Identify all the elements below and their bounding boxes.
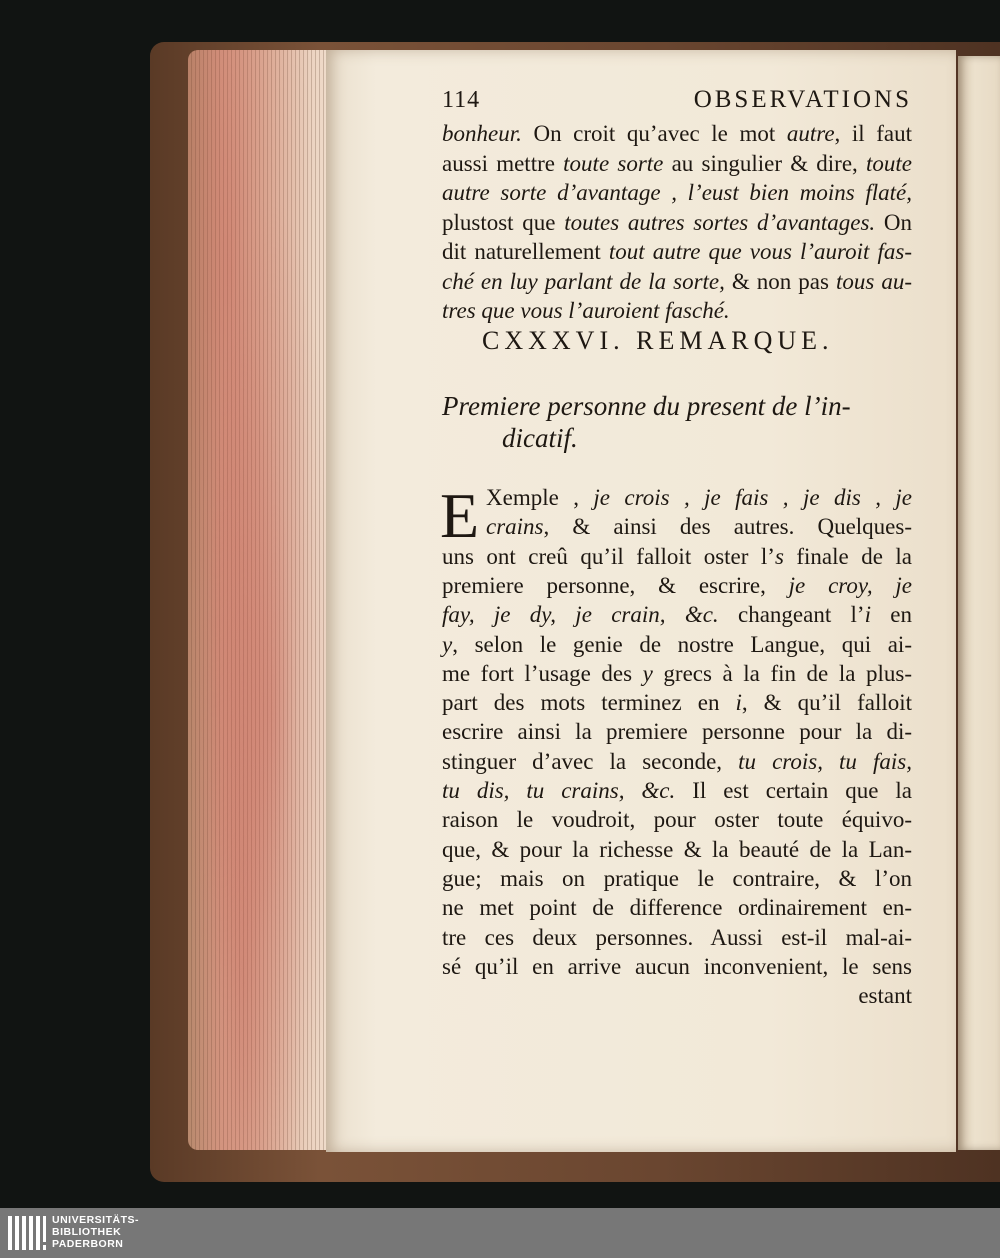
roman-run: , & qu’il falloit [741,690,913,716]
text-line [486,484,912,512]
text-line [442,689,912,717]
text-line [442,209,912,237]
italic-run: crains [486,514,544,540]
text-line [442,179,912,207]
drop-cap: E [440,480,480,551]
roman-run: stinguer d’avec la seconde, [442,748,739,774]
text-line [442,836,912,864]
roman-run: raison le voudroit, pour oster toute équivo- [442,807,912,833]
remarque-heading: CXXXVI. REMARQUE. [482,326,834,355]
italic-run: s [774,543,784,569]
roman-run: premiere personne, & escrire, [442,572,789,598]
text-line [442,631,912,659]
roman-run: grecs à la fin de la plus- [652,660,912,686]
roman-run: uns ont creû qu’il falloit oster l’ [442,543,775,569]
text-line [442,748,912,776]
text-line [442,150,912,178]
roman-run: Xemple , [486,485,594,510]
roman-run: changeant l’ [718,602,865,628]
italic-run: autre sorte d’avantage , l’eust bien moins flaté, [442,180,912,205]
italic-run: tu crois, tu fais, [738,748,912,774]
text-line [442,268,912,296]
roman-run: , & ainsi des autres. Quelques- [543,514,912,540]
text-line [442,777,912,805]
running-header [442,86,912,114]
roman-run: , selon le genie de nostre Langue, qui ai- [452,631,912,657]
running-title: OBSERVATIONS [693,86,912,113]
text-line [442,894,912,922]
italic-run: i [735,690,742,716]
catchword: estant [858,983,912,1008]
roman-run: plustost que [442,209,565,235]
text-line [442,865,912,893]
italic-run: tu dis, tu crains, &c. [442,778,676,803]
page-number: 114 [442,87,481,113]
roman-run: part des mots terminez en [442,690,736,716]
text-line [442,718,912,746]
footer-bar [0,1208,1000,1258]
roman-run: me fort l’usage des [442,660,643,686]
italic-run: y [442,631,453,657]
italic-run: toutes autres sortes d’avantages. [564,209,876,235]
section-title-line-1: Premiere personne du present de l’in- [442,391,851,421]
roman-run: escrire ainsi la premiere personne pour la di- [442,719,912,745]
roman-run: finale de la [783,543,912,569]
roman-run: en [870,602,912,628]
roman-run: sé qu’il en arrive aucun inconvenient, le sens [442,953,912,979]
text-line [442,953,912,981]
text-line [442,297,912,325]
italic-run: toute [866,150,912,176]
facing-page-edge [958,56,1000,1150]
library-logo-icon [6,1212,46,1254]
roman-run: aussi mettre [442,150,564,176]
italic-run: je croy, je [788,572,912,598]
page-edges [188,50,328,1150]
italic-run: tous au- [835,268,912,294]
text-line [442,601,912,629]
library-name-line: PADERBORN [52,1238,124,1250]
text-line [442,660,912,688]
roman-run: au singulier & dire, [663,150,866,176]
italic-run: bonheur. [442,121,522,146]
italic-run: je crois , je fais , je dis , je [593,485,912,510]
text-line [442,572,912,600]
italic-run: toute sorte [563,150,664,176]
roman-run: On croit qu’avec le mot [521,121,787,146]
roman-run: ne met point de difference ordinairement en- [442,895,912,921]
text-line [442,238,912,266]
roman-run: que, & pour la richesse & la beauté de la Lan- [442,836,912,862]
roman-run: , il faut [834,121,912,146]
roman-run: Il est certain que la [675,778,912,803]
roman-run: On [875,209,912,235]
italic-run: i [864,602,871,628]
italic-run: fay, je dy, je crain, &c. [442,602,719,628]
roman-run: dit naturellement [442,239,609,264]
roman-run: & non pas [731,268,836,294]
roman-run: gue; mais on pratique le contraire, & l’on [442,865,912,891]
section-title-line-2: dicatif. [502,423,578,453]
italic-run: tres que vous l’auroient fasché. [442,298,730,323]
italic-run: autre [786,121,835,146]
text-line [442,120,912,148]
roman-run: tre ces deux personnes. Aussi est-il mal-ai- [442,924,912,950]
text-line [442,924,912,952]
library-name-line: BIBLIOTHEK [52,1226,122,1238]
text-line [442,543,912,571]
text-line [486,513,912,541]
italic-run: y [642,660,653,686]
library-name-line: UNIVERSITÄTS- [52,1214,140,1226]
text-line [442,806,912,834]
italic-run: ché en luy parlant de la sorte, [442,268,732,294]
library-name [52,1214,139,1250]
italic-run: tout autre que vous l’auroit fas- [608,239,912,264]
